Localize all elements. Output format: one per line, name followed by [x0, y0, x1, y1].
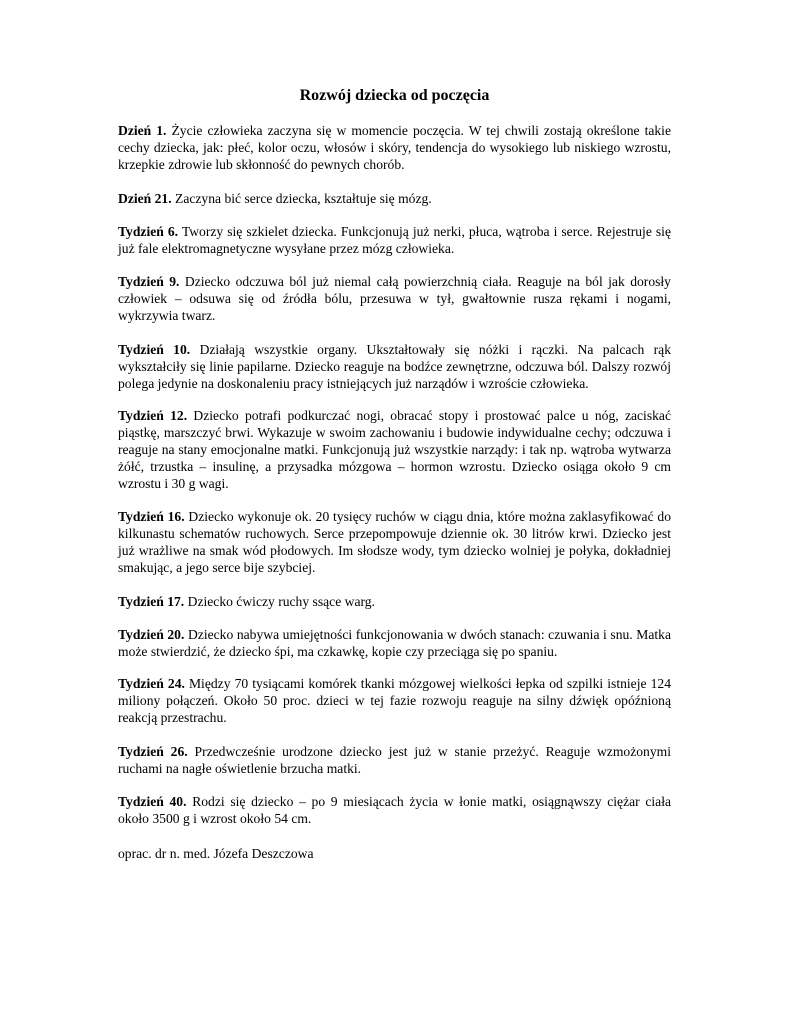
entry-week-9: [118, 273, 671, 324]
entry-week-24: [118, 675, 671, 726]
entry-text: Zaczyna bić serce dziecka, kształtuje się mózg.: [175, 191, 432, 206]
entry-text: Między 70 tysiącami komórek tkanki mózgowej wielkości łepka od szpilki istnieje 124 miliony połączeń. Około 50 proc. dzieci w tej fazie rozwoju reaguje na silny dźwięk opóźnioną reakcją przestrachu.: [118, 676, 671, 725]
entry-week-17: [118, 593, 671, 610]
entry-label: Tydzień 12.: [118, 408, 188, 423]
entry-week-16: [118, 508, 671, 576]
document-title: Rozwój dziecka od poczęcia: [299, 87, 490, 104]
entry-label: Tydzień 16.: [118, 509, 185, 524]
entry-label: Tydzień 26.: [118, 744, 188, 759]
entry-text: Dziecko potrafi podkurczać nogi, obracać stopy i prostować palce u nóg, zaciskać piąstkę, marszczyć brwi. Wykazuje w swoim zachowaniu i budowie indywidualne cechy; odczuwa i reaguje na stany emocjonalne matki. Funkcjonują już wszystkie narządy: i tak np. wątroba wytwarza żółć, trzustka – insulinę, a przysadka mózgowa – hormon wzrostu. Dziecko osiąga około 9 cm wzrostu i 30 g wagi.: [118, 408, 671, 491]
entry-text: Dziecko ćwiczy ruchy ssące warg.: [187, 594, 375, 609]
entry-week-40: [118, 793, 671, 827]
entry-week-26: [118, 743, 671, 777]
entry-label: Tydzień 40.: [118, 794, 187, 809]
entry-text: Dziecko nabywa umiejętności funkcjonowania w dwóch stanach: czuwania i snu. Matka może stwierdzić, że dziecko śpi, ma czkawkę, kopie czy przeciąga się po spaniu.: [118, 627, 671, 659]
entry-text: Przedwcześnie urodzone dziecko jest już w stanie przeżyć. Reaguje wzmożonymi ruchami na nagłe oświetlenie brzucha matki.: [118, 744, 671, 776]
entry-text: Działają wszystkie organy. Ukształtowały się nóżki i rączki. Na palcach rąk wykształciły się linie papilarne. Dziecko reaguje na bodźce zewnętrzne, odczuwa ból. Dalszy rozwój polega jedynie na doskonaleniu pracy istniejących już narządów i wzroście człowieka.: [118, 342, 672, 391]
entry-text: Dziecko wykonuje ok. 20 tysięcy ruchów w ciągu dnia, które można zaklasyfikować do kilkunastu schematów ruchowych. Serce przepompowuje dziennie ok. 30 litrów krwi. Dziecko jest już wrażliwe na smak wód płodowych. Im słodsze wody, tym dziecko wolniej je połyka, dokładniej smakując, a jego serce bije szybciej.: [118, 509, 671, 575]
entry-label: Tydzień 24.: [118, 676, 185, 691]
entry-week-10: [118, 341, 671, 392]
entry-label: Dzień 21.: [118, 191, 172, 206]
entry-week-6: [118, 223, 671, 257]
entry-text: Życie człowieka zaczyna się w momencie poczęcia. W tej chwili zostają określone takie cechy dziecka, jak: płeć, kolor oczu, włosów i skóry, tendencja do wysokiego lub niskiego wzrostu, krzepkie zdrowie lub skłonność do pewnych chorób.: [118, 123, 671, 172]
entry-day-1: [118, 122, 671, 173]
entry-label: Tydzień 9.: [118, 274, 180, 289]
entry-day-21: [118, 190, 671, 207]
entry-week-20: [118, 626, 671, 660]
entry-text: Dziecko odczuwa ból już niemal całą powierzchnią ciała. Reaguje na ból jak dorosły człowiek – odsuwa się od źródła bólu, przesuwa w tył, gwałtownie rusza rękami i nogami, wykrzywia twarz.: [118, 274, 671, 323]
entry-label: Tydzień 17.: [118, 594, 185, 609]
entry-label: Tydzień 6.: [118, 224, 179, 239]
author-credit: oprac. dr n. med. Józefa Deszczowa: [118, 846, 314, 861]
entry-text: Tworzy się szkielet dziecka. Funkcjonują już nerki, płuca, wątroba i serce. Rejestruje się już fale elektromagnetyczne wysyłane przez mózg człowieka.: [118, 224, 671, 256]
entry-week-12: [118, 407, 671, 492]
entry-label: Dzień 1.: [118, 123, 167, 138]
entry-label: Tydzień 20.: [118, 627, 185, 642]
entry-text: Rodzi się dziecko – po 9 miesiącach życia w łonie matki, osiągnąwszy ciężar ciała około 3500 g i wzrost około 54 cm.: [118, 794, 672, 826]
entry-label: Tydzień 10.: [118, 342, 191, 357]
